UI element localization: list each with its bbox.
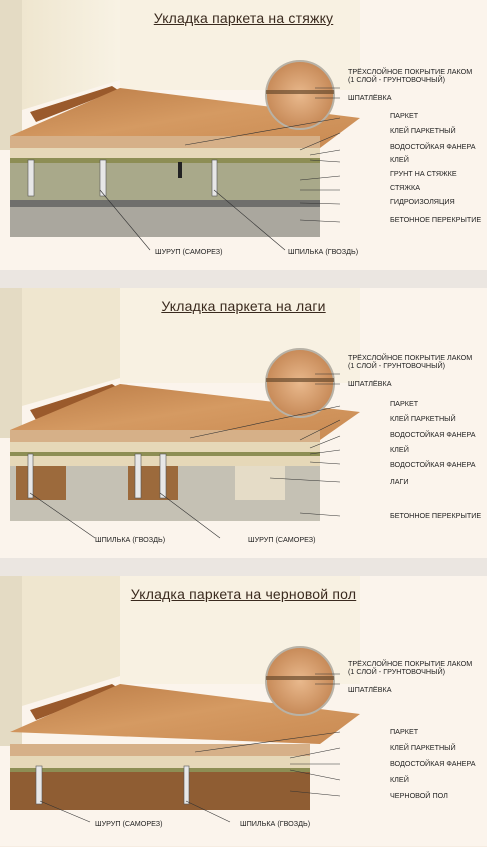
layer-slab (10, 207, 320, 237)
label-plywood-2: ВОДОСТОЙКАЯ ФАНЕРА (390, 460, 476, 469)
layer-plywood (10, 148, 320, 158)
section-title: Укладка паркета на черновой пол (130, 586, 357, 602)
label-joists: ЛАГИ (390, 477, 409, 486)
label-plywood: ВОДОСТОЙКАЯ ФАНЕРА (390, 759, 476, 768)
separator (0, 270, 487, 288)
label-coat-note: (1 СЛОЙ - ГРУНТОВОЧНЫЙ) (348, 667, 446, 676)
label-plywood: ВОДОСТОЙКАЯ ФАНЕРА (390, 142, 476, 151)
label-waterproof: ГИДРОИЗОЛЯЦИЯ (390, 197, 455, 206)
label-slab: БЕТОННОЕ ПЕРЕКРЫТИЕ (390, 511, 482, 520)
label-putty: ШПАТЛЁВКА (348, 93, 392, 102)
screw-2 (100, 160, 106, 196)
screw-2 (160, 454, 166, 498)
pin-1 (28, 454, 33, 498)
layer-parquet (10, 744, 310, 756)
layer-plywood (10, 756, 310, 768)
layer-subfloor (10, 772, 310, 810)
label-coat: ТРЁХСЛОЙНОЕ ПОКРЫТИЕ ЛАКОМ (348, 659, 473, 668)
layer-glue (10, 768, 310, 772)
label-glue: КЛЕЙ (390, 445, 409, 454)
label-pin: ШПИЛЬКА (ГВОЗДЬ) (240, 819, 311, 828)
screw-1 (36, 766, 42, 804)
label-glue: КЛЕЙ (390, 155, 409, 164)
label-screw: ШУРУП (САМОРЕЗ) (155, 247, 223, 256)
diagram-screed (0, 0, 487, 270)
pin-1 (184, 766, 189, 804)
label-subfloor: ЧЕРНОВОЙ ПОЛ (390, 791, 448, 800)
label-parquet: ПАРКЕТ (390, 727, 419, 736)
label-glue-parquet: КЛЕЙ ПАРКЕТНЫЙ (390, 414, 456, 423)
separator (0, 558, 487, 576)
joist-3 (235, 466, 285, 500)
layer-waterproof (10, 200, 320, 207)
subfloor-illustration (0, 576, 487, 846)
label-slab: БЕТОННОЕ ПЕРЕКРЫТИЕ (390, 215, 482, 224)
layer-screed (10, 163, 320, 200)
label-screed: СТЯЖКА (390, 183, 420, 192)
label-primer: ГРУНТ НА СТЯЖКЕ (390, 169, 457, 178)
magnifier-lens (266, 349, 334, 417)
label-pin: ШПИЛЬКА (ГВОЗДЬ) (288, 247, 359, 256)
label-putty: ШПАТЛЁВКА (348, 685, 392, 694)
layer-glue (10, 158, 320, 163)
label-coat-note: (1 СЛОЙ - ГРУНТОВОЧНЫЙ) (348, 75, 446, 84)
layer-parquet (10, 430, 320, 442)
section-title: Укладка паркета на стяжку (153, 10, 334, 26)
label-parquet: ПАРКЕТ (390, 111, 419, 120)
label-pin: ШПИЛЬКА (ГВОЗДЬ) (95, 535, 166, 544)
magnifier-lens (266, 647, 334, 715)
joist-1 (16, 466, 66, 500)
diagram-subfloor (0, 576, 487, 846)
section-title: Укладка паркета на лаги (161, 298, 326, 314)
magnifier-lens (266, 61, 334, 129)
label-putty: ШПАТЛЁВКА (348, 379, 392, 388)
label-glue-parquet: КЛЕЙ ПАРКЕТНЫЙ (390, 126, 456, 135)
label-glue: КЛЕЙ (390, 775, 409, 784)
label-glue-parquet: КЛЕЙ ПАРКЕТНЫЙ (390, 743, 456, 752)
label-coat-note: (1 СЛОЙ - ГРУНТОВОЧНЫЙ) (348, 361, 446, 370)
layer-plywood (10, 442, 320, 452)
layer-parquet (10, 136, 320, 148)
screw-1 (135, 454, 141, 498)
label-coat: ТРЁХСЛОЙНОЕ ПОКРЫТИЕ ЛАКОМ (348, 67, 473, 76)
label-parquet: ПАРКЕТ (390, 399, 419, 408)
diagram-joists (0, 288, 487, 558)
label-screw: ШУРУП (САМОРЕЗ) (95, 819, 163, 828)
label-coat: ТРЁХСЛОЙНОЕ ПОКРЫТИЕ ЛАКОМ (348, 353, 473, 362)
label-plywood: ВОДОСТОЙКАЯ ФАНЕРА (390, 430, 476, 439)
screed-illustration (0, 0, 487, 270)
label-screw: ШУРУП (САМОРЕЗ) (248, 535, 316, 544)
screw-1 (28, 160, 34, 196)
